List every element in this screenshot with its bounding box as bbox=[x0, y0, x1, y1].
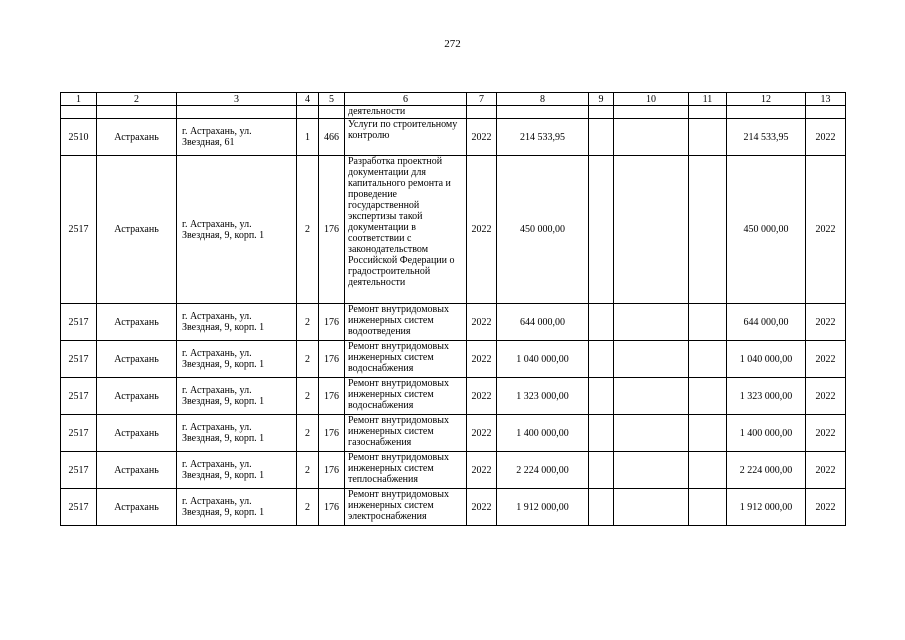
col-3-address: г. Астрахань, ул. Звездная, 9, корп. 1 bbox=[177, 452, 297, 489]
col-7-year: 2022 bbox=[467, 156, 497, 304]
col-13-year: 2022 bbox=[806, 378, 846, 415]
col-9 bbox=[589, 304, 614, 341]
col-5: 176 bbox=[319, 156, 345, 304]
col-12-amount: 644 000,00 bbox=[727, 304, 806, 341]
table-row bbox=[61, 489, 846, 526]
col-9 bbox=[589, 452, 614, 489]
col-4: 2 bbox=[297, 341, 319, 378]
col-9 bbox=[589, 156, 614, 304]
col-7-year: 2022 bbox=[467, 304, 497, 341]
col-13-year: 2022 bbox=[806, 156, 846, 304]
col-6-work: Ремонт внутридомовых инженерных систем водоснабжения bbox=[345, 378, 467, 415]
col-4: 2 bbox=[297, 489, 319, 526]
col-7-year: 2022 bbox=[467, 378, 497, 415]
column-header: 9 bbox=[589, 93, 614, 106]
col-8-amount: 644 000,00 bbox=[497, 304, 589, 341]
col-3-address: г. Астрахань, ул. Звездная, 61 bbox=[177, 119, 297, 156]
col-2-city: Астрахань bbox=[97, 415, 177, 452]
col-3-address: г. Астрахань, ул. Звездная, 9, корп. 1 bbox=[177, 156, 297, 304]
col-6-work: Ремонт внутридомовых инженерных систем теплоснабжения bbox=[345, 452, 467, 489]
col-13-year: 2022 bbox=[806, 415, 846, 452]
col-10 bbox=[614, 378, 689, 415]
col-1-number: 2517 bbox=[61, 489, 97, 526]
col-11 bbox=[689, 378, 727, 415]
col-1-number: 2517 bbox=[61, 156, 97, 304]
col-1-number: 2510 bbox=[61, 119, 97, 156]
column-header: 2 bbox=[97, 93, 177, 106]
col-9 bbox=[589, 378, 614, 415]
col-3-address: г. Астрахань, ул. Звездная, 9, корп. 1 bbox=[177, 378, 297, 415]
col-10 bbox=[614, 452, 689, 489]
col-11 bbox=[689, 489, 727, 526]
col-2-city: Астрахань bbox=[97, 304, 177, 341]
table-row bbox=[61, 415, 846, 452]
empty-cell bbox=[727, 106, 806, 119]
empty-cell bbox=[497, 106, 589, 119]
col-9 bbox=[589, 415, 614, 452]
col-5: 176 bbox=[319, 415, 345, 452]
col-2-city: Астрахань bbox=[97, 119, 177, 156]
empty-cell bbox=[297, 106, 319, 119]
empty-cell bbox=[177, 106, 297, 119]
col-11 bbox=[689, 119, 727, 156]
col-10 bbox=[614, 489, 689, 526]
col-9 bbox=[589, 489, 614, 526]
works-table bbox=[60, 92, 846, 526]
col-5: 176 bbox=[319, 341, 345, 378]
empty-cell bbox=[97, 106, 177, 119]
col-6-work: Разработка проектной документации для капитального ремонта и проведение государственной экспертизы такой документации в соответствии с законодательством Российской Федерации о градостроительной деятельности bbox=[345, 156, 467, 304]
page-number: 272 bbox=[444, 38, 461, 50]
col-8-amount: 214 533,95 bbox=[497, 119, 589, 156]
col-1-number: 2517 bbox=[61, 304, 97, 341]
column-header: 13 bbox=[806, 93, 846, 106]
column-header: 3 bbox=[177, 93, 297, 106]
col-7-year: 2022 bbox=[467, 452, 497, 489]
col-4: 2 bbox=[297, 415, 319, 452]
col-5: 176 bbox=[319, 452, 345, 489]
column-header: 12 bbox=[727, 93, 806, 106]
continuation-text: деятельности bbox=[345, 106, 467, 119]
col-7-year: 2022 bbox=[467, 119, 497, 156]
col-10 bbox=[614, 415, 689, 452]
col-8-amount: 1 323 000,00 bbox=[497, 378, 589, 415]
column-header: 5 bbox=[319, 93, 345, 106]
col-13-year: 2022 bbox=[806, 452, 846, 489]
col-8-amount: 2 224 000,00 bbox=[497, 452, 589, 489]
column-header: 11 bbox=[689, 93, 727, 106]
column-header: 4 bbox=[297, 93, 319, 106]
col-5: 176 bbox=[319, 304, 345, 341]
col-4: 1 bbox=[297, 119, 319, 156]
col-10 bbox=[614, 341, 689, 378]
col-12-amount: 214 533,95 bbox=[727, 119, 806, 156]
column-header: 10 bbox=[614, 93, 689, 106]
table-row bbox=[61, 119, 846, 156]
col-12-amount: 450 000,00 bbox=[727, 156, 806, 304]
col-5: 176 bbox=[319, 378, 345, 415]
col-3-address: г. Астрахань, ул. Звездная, 9, корп. 1 bbox=[177, 415, 297, 452]
col-6-work: Ремонт внутридомовых инженерных систем водоотведения bbox=[345, 304, 467, 341]
col-11 bbox=[689, 304, 727, 341]
col-12-amount: 1 040 000,00 bbox=[727, 341, 806, 378]
col-2-city: Астрахань bbox=[97, 341, 177, 378]
empty-cell bbox=[614, 106, 689, 119]
table-row bbox=[61, 304, 846, 341]
col-7-year: 2022 bbox=[467, 341, 497, 378]
col-1-number: 2517 bbox=[61, 415, 97, 452]
col-4: 2 bbox=[297, 452, 319, 489]
col-5: 176 bbox=[319, 489, 345, 526]
empty-cell bbox=[319, 106, 345, 119]
col-10 bbox=[614, 119, 689, 156]
col-9 bbox=[589, 341, 614, 378]
col-6-work: Ремонт внутридомовых инженерных систем электроснабжения bbox=[345, 489, 467, 526]
col-12-amount: 2 224 000,00 bbox=[727, 452, 806, 489]
col-11 bbox=[689, 415, 727, 452]
column-header: 7 bbox=[467, 93, 497, 106]
col-4: 2 bbox=[297, 156, 319, 304]
col-3-address: г. Астрахань, ул. Звездная, 9, корп. 1 bbox=[177, 489, 297, 526]
column-header: 8 bbox=[497, 93, 589, 106]
col-8-amount: 450 000,00 bbox=[497, 156, 589, 304]
col-7-year: 2022 bbox=[467, 489, 497, 526]
col-4: 2 bbox=[297, 304, 319, 341]
table-row bbox=[61, 156, 846, 304]
col-8-amount: 1 912 000,00 bbox=[497, 489, 589, 526]
col-1-number: 2517 bbox=[61, 378, 97, 415]
column-header: 6 bbox=[345, 93, 467, 106]
col-11 bbox=[689, 156, 727, 304]
column-number-header bbox=[61, 93, 846, 106]
col-7-year: 2022 bbox=[467, 415, 497, 452]
col-3-address: г. Астрахань, ул. Звездная, 9, корп. 1 bbox=[177, 304, 297, 341]
table-row bbox=[61, 378, 846, 415]
col-2-city: Астрахань bbox=[97, 156, 177, 304]
col-8-amount: 1 400 000,00 bbox=[497, 415, 589, 452]
col-1-number: 2517 bbox=[61, 341, 97, 378]
col-3-address: г. Астрахань, ул. Звездная, 9, корп. 1 bbox=[177, 341, 297, 378]
continuation-row bbox=[61, 106, 846, 119]
col-6-work: Ремонт внутридомовых инженерных систем газоснабжения bbox=[345, 415, 467, 452]
empty-cell bbox=[467, 106, 497, 119]
col-13-year: 2022 bbox=[806, 489, 846, 526]
empty-cell bbox=[689, 106, 727, 119]
col-2-city: Астрахань bbox=[97, 452, 177, 489]
col-13-year: 2022 bbox=[806, 119, 846, 156]
table-row bbox=[61, 452, 846, 489]
col-12-amount: 1 400 000,00 bbox=[727, 415, 806, 452]
col-12-amount: 1 912 000,00 bbox=[727, 489, 806, 526]
col-6-work: Услуги по строительному контролю bbox=[345, 119, 467, 156]
col-4: 2 bbox=[297, 378, 319, 415]
col-12-amount: 1 323 000,00 bbox=[727, 378, 806, 415]
column-header: 1 bbox=[61, 93, 97, 106]
empty-cell bbox=[806, 106, 846, 119]
col-13-year: 2022 bbox=[806, 304, 846, 341]
col-10 bbox=[614, 304, 689, 341]
col-8-amount: 1 040 000,00 bbox=[497, 341, 589, 378]
col-5: 466 bbox=[319, 119, 345, 156]
empty-cell bbox=[589, 106, 614, 119]
col-10 bbox=[614, 156, 689, 304]
table-row bbox=[61, 341, 846, 378]
col-2-city: Астрахань bbox=[97, 489, 177, 526]
col-11 bbox=[689, 341, 727, 378]
col-9 bbox=[589, 119, 614, 156]
col-6-work: Ремонт внутридомовых инженерных систем водоснабжения bbox=[345, 341, 467, 378]
col-2-city: Астрахань bbox=[97, 378, 177, 415]
col-11 bbox=[689, 452, 727, 489]
empty-cell bbox=[61, 106, 97, 119]
col-13-year: 2022 bbox=[806, 341, 846, 378]
col-1-number: 2517 bbox=[61, 452, 97, 489]
